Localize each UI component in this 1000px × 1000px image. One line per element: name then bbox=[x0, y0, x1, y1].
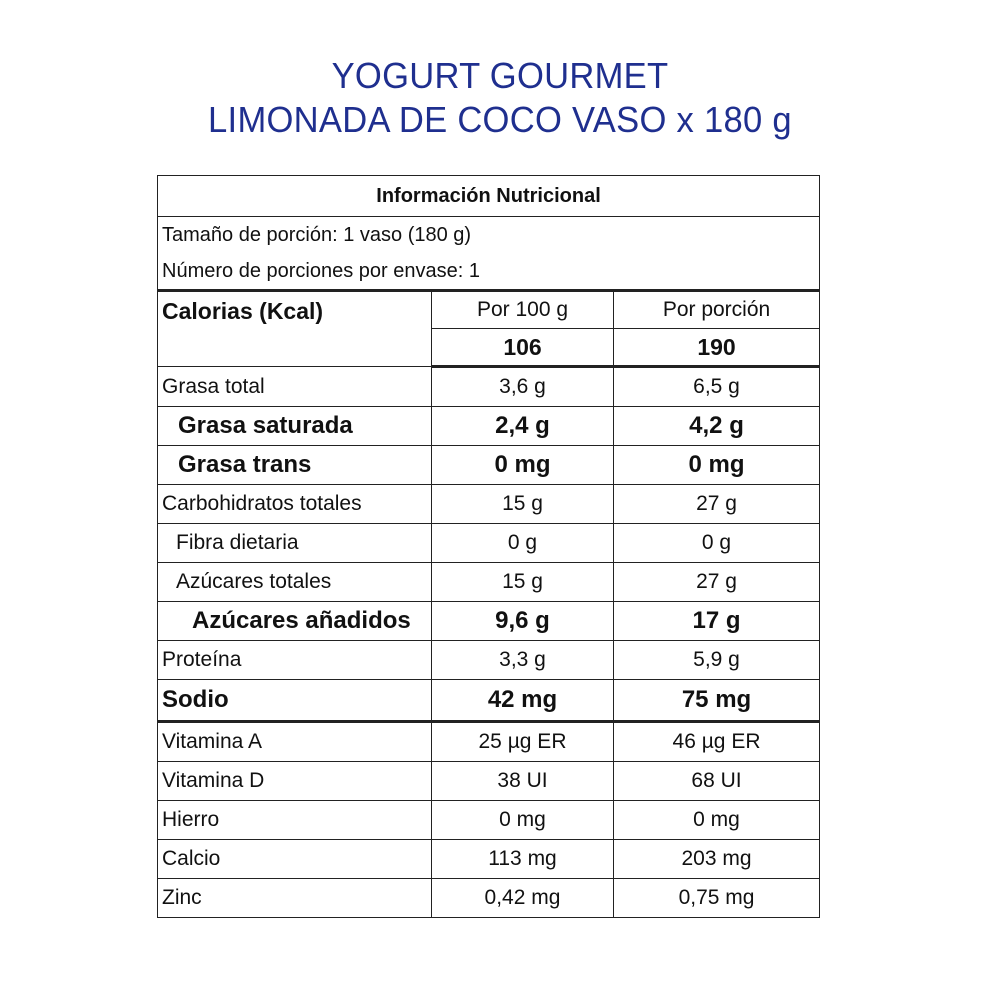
nutrient-per-100g: 2,4 g bbox=[432, 407, 614, 446]
nutrient-per-100g: 0 g bbox=[432, 524, 614, 563]
table-header-row bbox=[158, 176, 820, 217]
table-row bbox=[158, 602, 820, 641]
nutrient-label: Azúcares totales bbox=[158, 563, 432, 602]
nutrient-per-serving: 68 UI bbox=[614, 762, 820, 801]
nutrient-per-100g: 42 mg bbox=[432, 680, 614, 722]
nutrient-label: Fibra dietaria bbox=[158, 524, 432, 563]
table-header: Información Nutricional bbox=[158, 176, 820, 217]
serving-size-row bbox=[158, 217, 820, 254]
nutrient-label: Calcio bbox=[158, 840, 432, 879]
nutrient-per-serving: 6,5 g bbox=[614, 367, 820, 407]
nutrient-per-100g: 25 µg ER bbox=[432, 722, 614, 762]
nutrient-per-serving: 27 g bbox=[614, 485, 820, 524]
nutrient-per-serving: 17 g bbox=[614, 602, 820, 641]
nutrient-label: Hierro bbox=[158, 801, 432, 840]
table-row bbox=[158, 722, 820, 762]
table-row bbox=[158, 762, 820, 801]
nutrient-label: Azúcares añadidos bbox=[158, 602, 432, 641]
nutrient-per-serving: 203 mg bbox=[614, 840, 820, 879]
nutrient-label: Sodio bbox=[158, 680, 432, 722]
nutrient-per-serving: 0 g bbox=[614, 524, 820, 563]
nutrient-label: Carbohidratos totales bbox=[158, 485, 432, 524]
nutrient-per-serving: 0 mg bbox=[614, 801, 820, 840]
table-row bbox=[158, 485, 820, 524]
table-row bbox=[158, 524, 820, 563]
table-row bbox=[158, 446, 820, 485]
nutrient-per-serving: 0,75 mg bbox=[614, 879, 820, 918]
nutrient-label: Zinc bbox=[158, 879, 432, 918]
nutrient-label: Grasa total bbox=[158, 367, 432, 407]
nutrient-per-100g: 38 UI bbox=[432, 762, 614, 801]
product-title-line2: LIMONADA DE COCO VASO x 180 g bbox=[208, 99, 792, 140]
calories-header-row bbox=[158, 291, 820, 329]
table-row bbox=[158, 879, 820, 918]
nutrient-per-100g: 0 mg bbox=[432, 801, 614, 840]
nutrient-per-serving: 46 µg ER bbox=[614, 722, 820, 762]
nutrient-label: Grasa trans bbox=[158, 446, 432, 485]
column-header-per-100g: Por 100 g bbox=[432, 291, 614, 329]
calories-per-100g: 106 bbox=[432, 329, 614, 367]
table-row bbox=[158, 801, 820, 840]
nutrient-per-100g: 9,6 g bbox=[432, 602, 614, 641]
servings-per-container: Número de porciones por envase: 1 bbox=[158, 253, 820, 291]
product-title-line1: YOGURT GOURMET bbox=[331, 55, 669, 96]
calories-per-serving: 190 bbox=[614, 329, 820, 367]
table-row bbox=[158, 563, 820, 602]
nutrient-per-serving: 27 g bbox=[614, 563, 820, 602]
nutrient-per-serving: 4,2 g bbox=[614, 407, 820, 446]
servings-per-container-row bbox=[158, 253, 820, 291]
column-header-per-serving: Por porción bbox=[614, 291, 820, 329]
serving-size: Tamaño de porción: 1 vaso (180 g) bbox=[158, 217, 820, 254]
nutrient-label: Grasa saturada bbox=[158, 407, 432, 446]
nutrient-label: Proteína bbox=[158, 641, 432, 680]
nutrient-per-100g: 3,6 g bbox=[432, 367, 614, 407]
nutrient-per-serving: 5,9 g bbox=[614, 641, 820, 680]
table-row bbox=[158, 407, 820, 446]
calories-label: Calorias (Kcal) bbox=[158, 291, 432, 367]
table-row bbox=[158, 641, 820, 680]
table-row bbox=[158, 680, 820, 722]
nutrient-per-100g: 15 g bbox=[432, 485, 614, 524]
nutrient-label: Vitamina D bbox=[158, 762, 432, 801]
table-row bbox=[158, 840, 820, 879]
nutrient-per-100g: 113 mg bbox=[432, 840, 614, 879]
nutrient-per-100g: 15 g bbox=[432, 563, 614, 602]
table-row bbox=[158, 367, 820, 407]
nutrient-per-100g: 3,3 g bbox=[432, 641, 614, 680]
nutrient-per-serving: 75 mg bbox=[614, 680, 820, 722]
nutrient-per-100g: 0 mg bbox=[432, 446, 614, 485]
nutrient-per-serving: 0 mg bbox=[614, 446, 820, 485]
nutrition-facts-table bbox=[157, 175, 820, 918]
nutrient-label: Vitamina A bbox=[158, 722, 432, 762]
nutrient-per-100g: 0,42 mg bbox=[432, 879, 614, 918]
